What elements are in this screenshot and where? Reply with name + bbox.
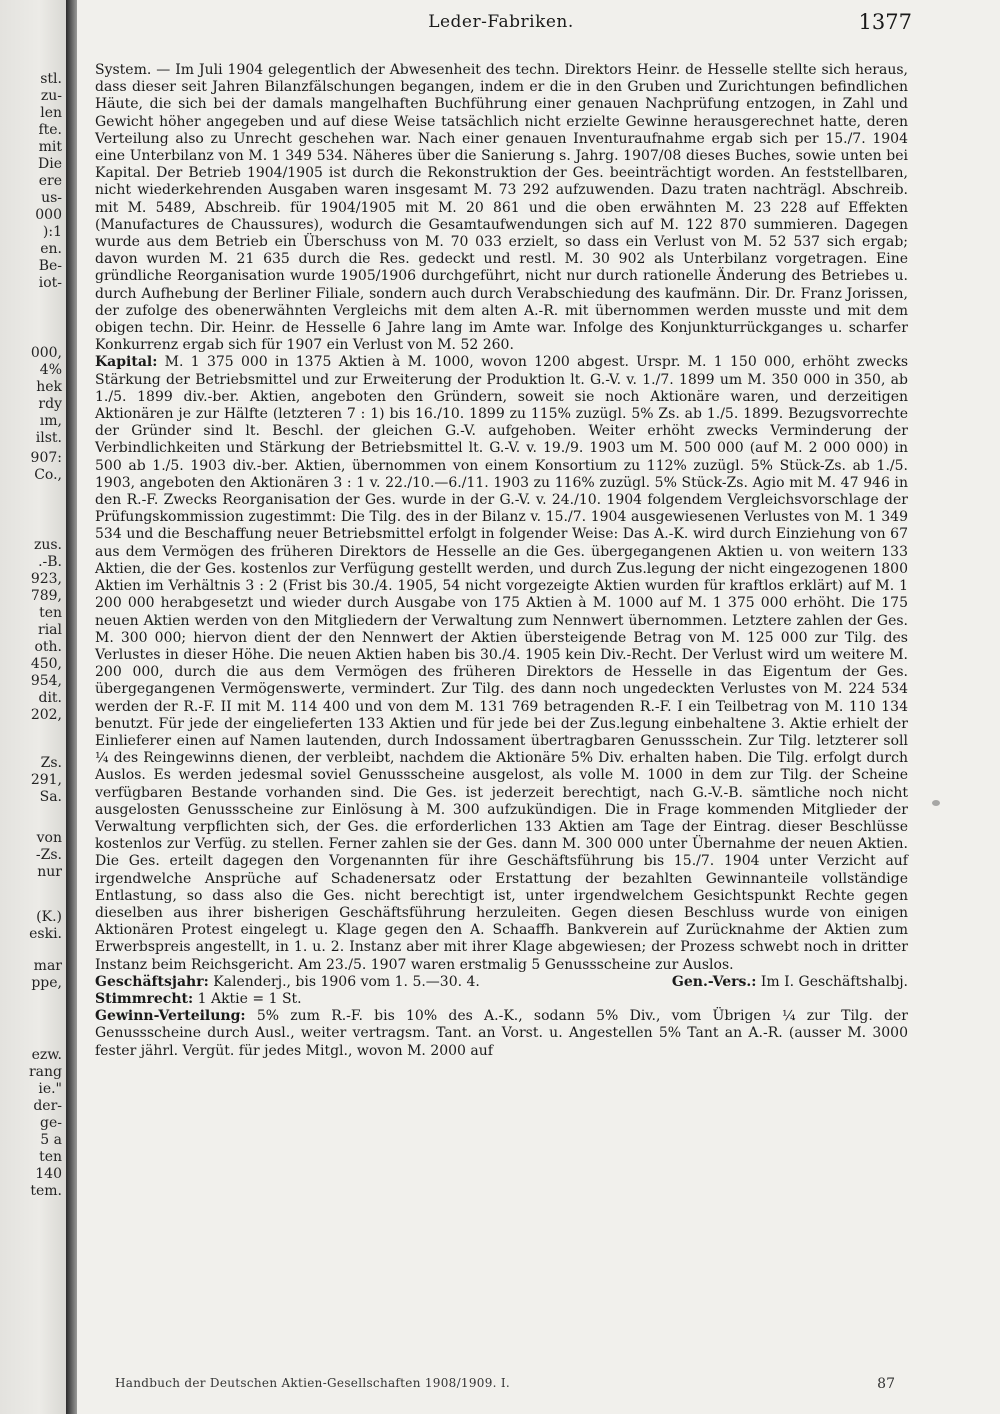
margin-fragment: nur [37,864,62,880]
margin-fragment: eski. [29,926,62,942]
margin-fragment: Zs. [40,755,62,771]
geschaeftsjahr-row [95,974,908,991]
stimmrecht-row [95,991,908,1008]
page-footer [115,1376,895,1396]
margin-fragment: (K.) [36,909,62,925]
margin-fragment: 000 [35,207,62,223]
margin-fragment: dit. [38,690,62,706]
margin-fragment: tem. [30,1183,62,1199]
margin-fragment: mit [38,139,62,155]
margin-fragment: von [36,830,62,846]
margin-fragment: us- [41,190,62,206]
margin-fragment: rial [38,622,62,638]
page-number: 1377 [858,10,912,34]
page-header [90,12,912,40]
margin-fragment: ie." [38,1081,62,1097]
gewinn-verteilung-row [95,1008,908,1060]
margin-fragment: rdy [38,396,62,412]
geschaeftsjahr-label: Geschäftsjahr: [95,973,209,990]
margin-fragment: ezw. [31,1047,62,1063]
margin-fragment: oth. [34,639,62,655]
margin-fragment: 000, [30,345,62,361]
stimmrecht-label: Stimmrecht: [95,990,194,1007]
margin-fragment: hek [36,379,62,395]
margin-fragment: Die [38,156,62,172]
ink-smudge [932,800,940,806]
gen-vers-text: Im I. Geschäftshalbj. [760,973,908,990]
gewinn-text: 5% zum R.-F. bis 10% des A.-K., sodann 5% Div., vom Übrigen ¼ zur Tilg. der Genussscheine durch Ausl., weiter vertragsm. Tant. an Vorst. u. Angestellen 5% Tant an A.-R. (ausser M. 3000 fester jährl. Vergüt. für jedes Mitgl., wovon M. 2000 auf [95,1008,909,1059]
margin-fragment: ppe, [31,975,62,991]
gewinn-label: Gewinn-Verteilung: [95,1008,246,1025]
margin-fragment: len [40,105,62,121]
geschaeftsjahr-text: Kalenderj., bis 1906 vom 1. 5.—30. 4. [213,973,480,990]
kapital-label: Kapital: [95,354,158,371]
margin-fragment: 5 a [40,1132,62,1148]
margin-fragment: mar [33,958,62,974]
margin-fragment: ten [39,1149,62,1165]
paragraph-sanierung: System. — Im Juli 1904 gelegentlich der Abwesenheit des techn. Direktors Heinr. de Hesselle stellte sich heraus, dass dieser seit Jahren Bilanzfälschungen begangen, indem er die in den Gruben und Zurichtungen befindlichen Häute, die sich bei der damals mangelhaften Buchführung einer genauen Nachprüfung entzogen, in Zahl und Gewicht höher angegeben und auf diese Weise tatsächlich nicht erzielte Gewinne herausgerechnet hatte, deren Verteilung also zu Unrecht geschehen war. Nach einer genauen Inventuraufnahme ergab sich per 15./7. 1904 eine Unterbilanz von M. 1 349 534. Näheres über die Sanierung s. Jahrg. 1907/08 dieses Buches, sowie unten bei Kapital. Der Betrieb 1904/1905 ist durch die Rekonstruktion der Ges. beeinträchtigt worden. An feststellbaren, nicht wiederkehrenden Ausgaben waren insgesamt M. 73 292 aufzuwenden. Dazu traten nachträgl. Abschreib. mit M. 5489, Abschreib. für 1904/1905 mit M. 20 861 und die oben erwähnten M. 23 228 auf Effekten (Manufactures de Chaussures), wodurch die Gesamtaufwendungen sich auf M. 122 870 summieren. Dagegen wurde aus dem Betrieb ein Überschuss von M. 70 033 erzielt, so dass ein Verlust von M. 52 537 sich ergab; davon wurden M. 21 635 durch die Res. gedeckt und restl. M. 30 902 als Unterbilanz vorgetragen. Eine gründliche Reorganisation wurde 1905/1906 durchgeführt, nicht nur durch rationelle Änderung des Betriebes u. durch Aufhebung der Berliner Filiale, sondern auch durch Verabschiedung des kaufmänn. Dir. Dr. Franz Jorissen, der zufolge des obenerwähnten Vergleichs mit dem alten A.-R. mit übernommen werden musste und mit dem obigen techn. Dir. Heinr. de Hesselle 6 Jahre lang im Amte war. Infolge des Konjunkturrückganges u. scharfer Konkurrenz ergab sich für 1907 ein Verlust von M. 52 260. [95,62,908,354]
margin-fragment: 450, [30,656,62,672]
gen-vers-label: Gen.-Vers.: [671,973,757,990]
kapital-text: M. 1 375 000 in 1375 Aktien à M. 1000, wovon 1200 abgest. Urspr. M. 1 150 000, erhöht zwecks Stärkung der Betriebsmittel und zur Erweiterung der Produktion lt. G.-V. v. 1./7. 1899 um M. 350 000 in 350, ab 1./5. 1899 div.-ber. Aktien, angeboten den Gründern, soweit sie noch Aktionäre waren, und derzeitigen Aktionären je zur Hälfte (letzteren 7 : 1) bis 16./10. 1899 zu 115% zuzügl. 5% Zs. ab 1./5. 1899. Bezugsvorrechte der Gründer sind lt. Beschl. der gleichen G.-V. aufgehoben. Weiter erhöht zwecks Verminderung der Verbindlichkeiten und Stärkung der Betriebsmittel lt. G.-V. v. 19./9. 1903 um M. 500 000 (auf M. 2 000 000) in 500 ab 1./5. 1903 div.-ber. Aktien, übernommen von einem Konsortium zu 112% zuzügl. 5% Stück-Zs. ab 1./5. 1903, angeboten den Aktionären 3 : 1 v. 22./10.—6./11. 1903 zu 116% zuzügl. 5% Stück-Zs. Agio mit M. 47 946 in den R.-F. Zwecks Reorganisation der Ges. wurde in der G.-V. v. 24./10. 1904 folgendem Vergleichsvorschlage der Prüfungskommission zugestimmt: Die Tilg. des in der Bilanz v. 15./7. 1904 ausgewiesenen Verlustes von M. 1 349 534 und die Beschaffung neuer Betriebsmittel erfolgt in folgender Weise: Das A.-K. wird durch Einziehung von 67 aus dem Vermögen des früheren Direktors de Hesselle an die Ges. übergegangenen Aktien u. von weitern 133 Aktien, die der Ges. kostenlos zur Verfügung gestellt werden, und durch Zus.legung der nicht eingezogenen 1800 Aktien im Verhältnis 3 : 2 (Frist bis 30./4. 1905, 54 nicht vorgezeigte Aktien wurden für kraftlos erklärt) auf M. 1 200 000 herabgesetzt und wieder durch Ausgabe von 175 Aktien à M. 1000 auf M. 1 375 000 erhöht. Die 175 neuen Aktien werden von den Mitgliedern der Verwaltung zum Nennwert übernommen. Letztere zahlen der Ges. M. 300 000; hiervon dient der den Nennwert der Aktien übersteigende Betrag von M. 125 000 zur Tilg. des Verlustes in dieser Höhe. Die neuen Aktien haben bis 30./4. 1905 kein Div.-Recht. Der Verlust wird um weitere M. 200 000, durch die aus dem Vermögen des früheren Direktors de Hesselle in das Eigentum der Ges. übergegangenen Vermögenswerte, vermindert. Zur Tilg. des dann noch ungedeckten Verlustes von M. 224 534 werden der R.-F. II mit M. 114 400 und von dem M. 131 769 betragenden R.-F. I ein Teilbetrag von M. 110 134 benutzt. Für jede der eingelieferten 133 Aktien und für jede bei der Zus.legung einbehaltene 3. Aktie erhielt der Einlieferer einen auf Namen lautenden, durch Indossament übertragbaren Genussschein. Zur Tilg. letzterer soll ¼ des Reingewinns dienen, der verbleibt, nachdem die Aktionäre 5% Div. erhalten haben. Die Tilg. erfolgt durch Auslos. Es werden jedesmal soviel Genussscheine ausgelost, als volle M. 1000 in dem zur Tilg. der Scheine verfügbaren Bestande vorhanden sind. Die Ges. ist jederzeit berechtigt, nach G.-V.-B. sämtliche noch nicht ausgelosten Genussscheine zur Einlösung à M. 300 aufzukündigen. Die in Frage kommenden Mitglieder der Verwaltung verpflichten sich, der Ges. die erforderlichen 133 Aktien am Tage der Eintrag. dieser Beschlüsse kostenlos zur Verfüg. zu stellen. Ferner zahlen sie der Ges. dann M. 300 000 unter Übernahme der neuen Aktien. Die Ges. erteilt dagegen den Vorgenannten für ihre Geschäftsführung bis 15./7. 1904 unter Verzicht auf irgendwelche Ansprüche auf Schadenersatz oder Erstattung der bezahlten Gewinnanteile vollständige Entlastung, so dass also die Ges. nicht berechtigt ist, unter irgendwelchem Gesichtspunkt Rechte gegen dieselben aus ihrer bisherigen Geschäftsführung herzuleiten. Gegen diesen Beschluss wurde von einigen Aktionären Protest eingelegt u. Klage gegen den A. Schaaffh. Bankverein auf Zurücknahme der Aktien zum Erwerbspreis angestellt, in 1. u. 2. Instanz aber mit ihrer Klage abgewiesen; der Prozess schwebt noch in dritter Instanz beim Reichsgericht. Am 23./5. 1907 waren erstmalig 5 Genussscheine zur Auslos. [95,354,908,973]
margin-fragment: 4% [39,362,62,378]
margin-fragment: Sa. [39,789,62,805]
footer-signature: 87 [877,1376,895,1392]
margin-fragment: der- [33,1098,62,1114]
stimmrecht-text: 1 Aktie = 1 St. [197,990,302,1007]
margin-fragment: ):1 [42,224,62,240]
margin-fragment: en. [40,241,62,257]
margin-fragment: rang [28,1064,62,1080]
body-text [95,62,908,1060]
margin-fragment: iot- [38,275,62,291]
margin-fragment: ım, [39,413,62,429]
margin-fragment: .-B. [38,554,62,570]
margin-fragment: ilst. [35,430,62,446]
running-title: Leder-Fabriken. [428,12,574,32]
margin-fragment: fte. [38,122,62,138]
left-margin-strip [0,0,66,1414]
paragraph-kapital [95,354,908,973]
margin-fragment: 140 [35,1166,62,1182]
margin-fragment: zus. [33,537,62,553]
footer-book-title: Handbuch der Deutschen Aktien-Gesellschaften 1908/1909. I. [115,1376,511,1390]
margin-fragment: 202, [30,707,62,723]
margin-fragment: ten [39,605,62,621]
margin-fragment: Be- [38,258,62,274]
margin-fragment: ge- [40,1115,62,1131]
margin-fragment: -Zs. [35,847,62,863]
margin-fragment: 907: [30,450,62,466]
book-gutter [66,0,77,1414]
margin-fragment: ere [38,173,62,189]
margin-fragment: 789, [30,588,62,604]
margin-fragment: stl. [40,71,62,87]
margin-fragment: Co., [34,467,62,483]
margin-fragment: 954, [30,673,62,689]
margin-fragment: 291, [30,772,62,788]
margin-fragment: zu- [40,88,62,104]
margin-fragment: 923, [30,571,62,587]
